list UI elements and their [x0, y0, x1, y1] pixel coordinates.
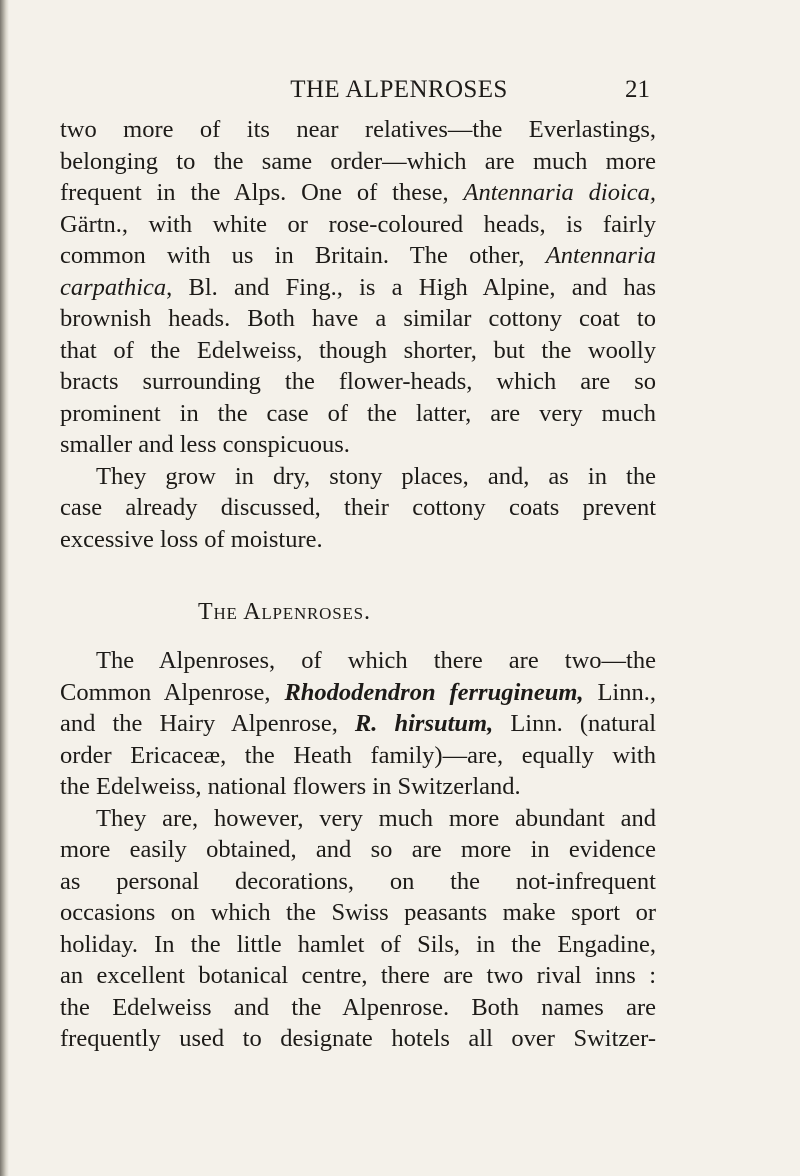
text-line: They are, however, very much more abundant and — [96, 804, 656, 832]
text-span: Common Alpenrose, — [60, 678, 285, 706]
page-number: 21 — [625, 76, 650, 103]
page-binding-edge — [0, 0, 9, 1176]
text-span: and the Hairy Alpenrose, — [60, 710, 355, 737]
text-line — [60, 677, 656, 709]
text-line: the Edelweiss, national flowers in Switzerland. — [60, 773, 521, 800]
species-name: R. hirsutum, — [354, 710, 494, 737]
text-line: more easily obtained, and so are more in evidence — [60, 836, 656, 863]
text-line — [60, 272, 656, 304]
text-line — [60, 708, 656, 740]
text-line: The Alpenroses, of which there are two—the — [96, 647, 656, 674]
running-head — [0, 72, 800, 108]
text-line: holiday. In the little hamlet of Sils, in the Engadine, — [60, 930, 656, 958]
text-line: belonging to the same order—which are much more — [60, 147, 656, 175]
text-line — [60, 240, 656, 272]
text-span: Linn. (natural — [493, 710, 656, 737]
text-line: the Edelweiss and the Alpenrose. Both names are — [60, 993, 656, 1021]
text-span: frequent in the Alps. One of these, — [60, 179, 464, 206]
text-span: common with us in Britain. The other, — [60, 242, 546, 269]
text-line — [60, 177, 656, 209]
body-text — [60, 114, 656, 1055]
species-name: carpathica — [60, 273, 167, 301]
text-line: two more of its near relatives—the Everlastings, — [60, 116, 656, 143]
text-line: They grow in dry, stony places, and, as in the — [96, 462, 656, 490]
species-name: Rhododendron ferrugineum, — [284, 678, 584, 706]
text-line: excessive loss of moisture. — [60, 525, 323, 553]
text-line: case already discussed, their cottony coats prevent — [60, 494, 656, 521]
text-span: , Bl. and Fing., is a High Alpine, and has — [166, 273, 656, 301]
species-name: Antennaria dioica, — [463, 179, 656, 206]
text-line: prominent in the case of the latter, are very much — [60, 399, 656, 427]
text-line: an excellent botanical centre, there are two rival inns : — [60, 962, 656, 989]
running-title: THE ALPENROSES — [290, 76, 508, 103]
section-heading: The Alpenroses. — [198, 599, 371, 625]
text-line: smaller and less conspicuous. — [60, 431, 350, 458]
text-span: Linn., — [583, 678, 656, 706]
text-line: order Ericaceæ, the Heath family)—are, equally with — [60, 741, 656, 769]
text-line: Gärtn., with white or rose-coloured heads, is fairly — [60, 210, 656, 238]
text-line: bracts surrounding the flower-heads, which are so — [60, 368, 656, 395]
text-line: brownish heads. Both have a similar cottony coat to — [60, 305, 656, 332]
text-line: occasions on which the Swiss peasants make sport or — [60, 899, 656, 926]
species-name: Antennaria — [545, 242, 656, 269]
text-line: that of the Edelweiss, though shorter, but the woolly — [60, 336, 656, 364]
text-line: frequently used to designate hotels all over Switzer- — [60, 1025, 656, 1052]
text-line: as personal decorations, on the not-infrequent — [60, 867, 656, 895]
